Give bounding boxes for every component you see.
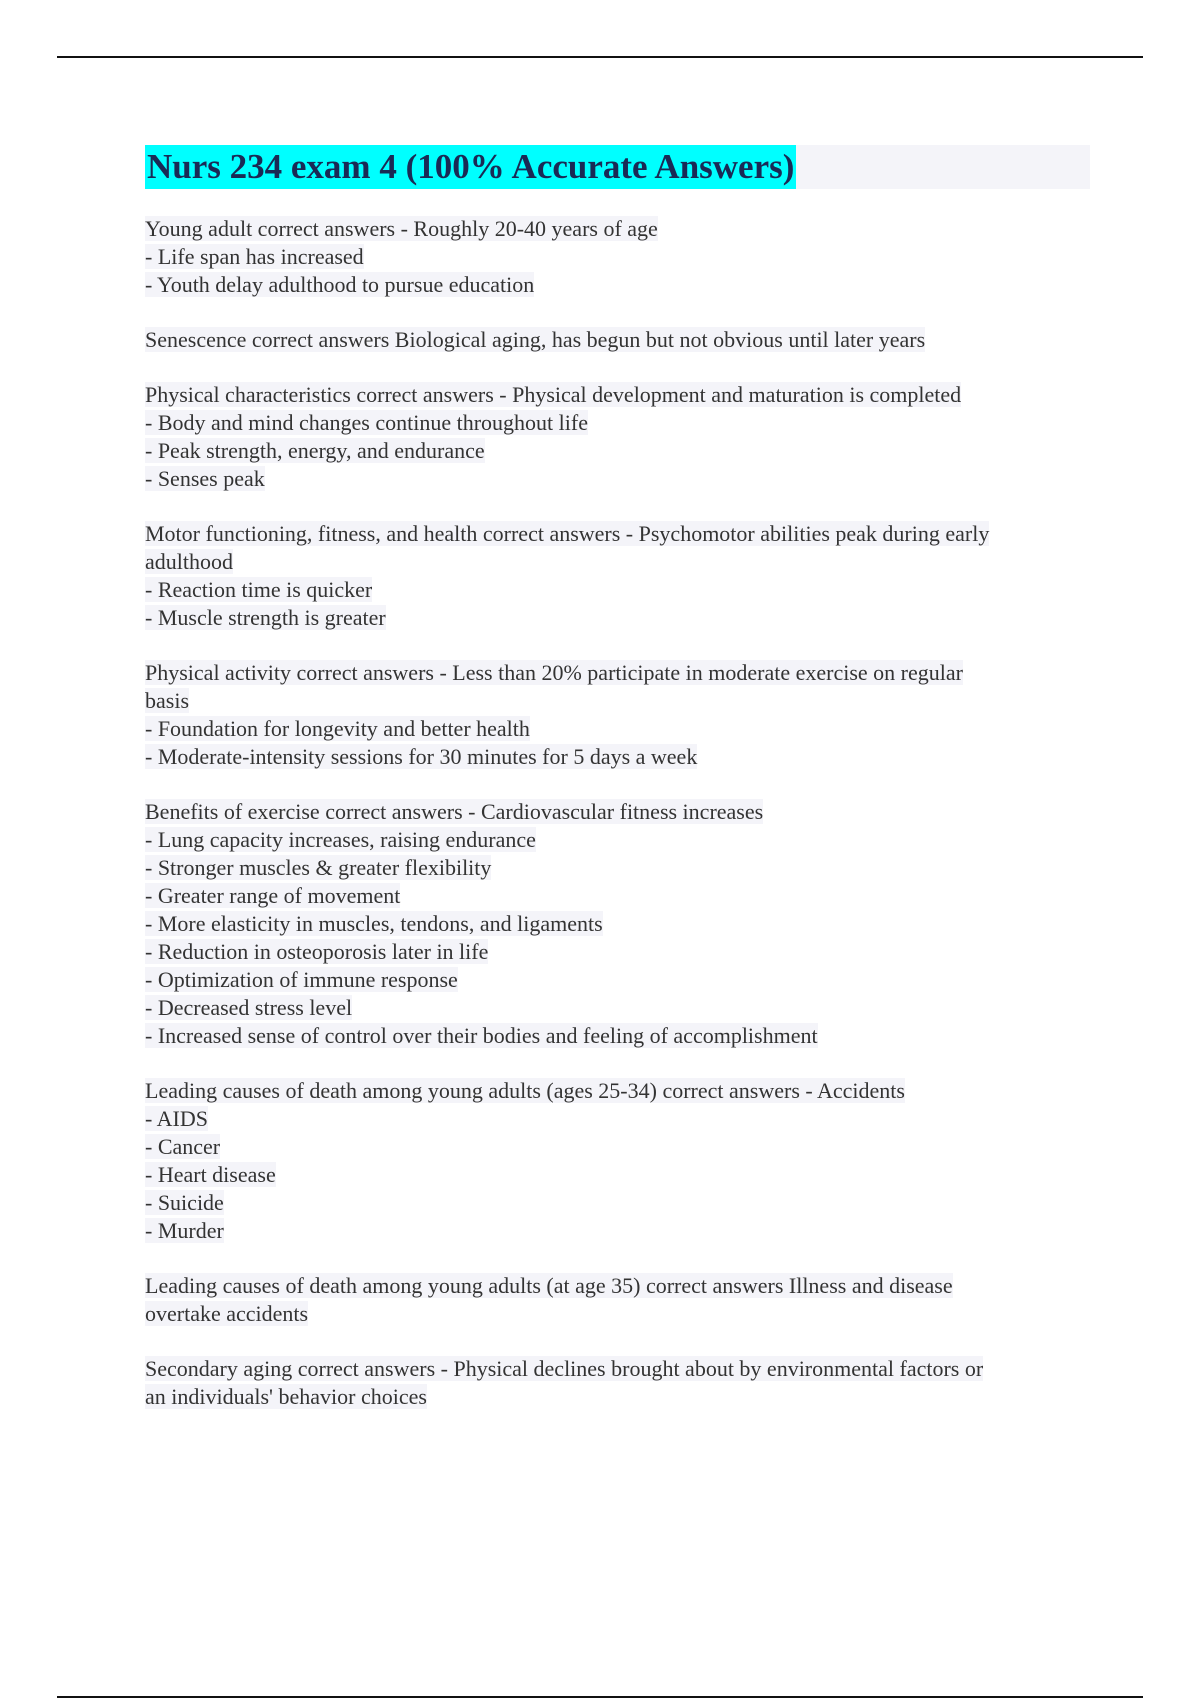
entry-question-line — [145, 1077, 1090, 1105]
entry-line-text: Secondary aging correct answers - Physical declines brought about by environmental factors or — [145, 1356, 984, 1381]
entry-line-text: Leading causes of death among young adults (ages 25-34) correct answers - Accidents — [145, 1078, 905, 1103]
entry-question-line — [145, 659, 1090, 687]
entry-answer-line — [145, 409, 1090, 437]
entry-answer-line — [145, 1161, 1090, 1189]
entry-line-text: adulthood — [145, 549, 233, 574]
entry-line-text: - Lung capacity increases, raising endurance — [145, 827, 536, 852]
entry-line-text: - Increased sense of control over their bodies and feeling of accomplishment — [145, 1023, 818, 1048]
entry-answer-line — [145, 910, 1090, 938]
entry-line-text: - Reaction time is quicker — [145, 577, 373, 602]
entry-answer-line — [145, 715, 1090, 743]
document-title: Nurs 234 exam 4 (100% Accurate Answers) — [145, 145, 796, 189]
entry-answer-line — [145, 994, 1090, 1022]
entry-answer-line — [145, 604, 1090, 632]
entry-line-text: Physical characteristics correct answers - Physical development and maturation is completed — [145, 382, 962, 407]
entry-answer-line — [145, 1383, 1090, 1411]
entry-answer-line — [145, 826, 1090, 854]
qa-entry — [145, 1077, 1090, 1245]
entry-answer-line — [145, 1022, 1090, 1050]
document-body — [145, 145, 1090, 1438]
entry-answer-line — [145, 1300, 1090, 1328]
entry-line-text: - More elasticity in muscles, tendons, and ligaments — [145, 911, 603, 936]
qa-entry — [145, 798, 1090, 1050]
entry-line-text: - Cancer — [145, 1134, 221, 1159]
entry-line-text: - Life span has increased — [145, 244, 364, 269]
entry-line-text: - Stronger muscles & greater flexibility — [145, 855, 492, 880]
entry-line-text: overtake accidents — [145, 1301, 309, 1326]
entry-answer-line — [145, 687, 1090, 715]
entry-answer-line — [145, 882, 1090, 910]
entry-answer-line — [145, 243, 1090, 271]
entry-line-text: - Decreased stress level — [145, 995, 353, 1020]
title-band — [145, 145, 1090, 189]
entry-answer-line — [145, 966, 1090, 994]
top-rule — [57, 56, 1143, 58]
entry-answer-line — [145, 854, 1090, 882]
entry-line-text: - Murder — [145, 1218, 224, 1243]
entry-line-text: - Heart disease — [145, 1162, 276, 1187]
qa-entry — [145, 1272, 1090, 1328]
qa-entry — [145, 326, 1090, 354]
entry-line-text: - Peak strength, energy, and endurance — [145, 438, 485, 463]
entry-line-text: - Foundation for longevity and better health — [145, 716, 530, 741]
entry-answer-line — [145, 1189, 1090, 1217]
entry-question-line — [145, 1272, 1090, 1300]
entry-line-text: Young adult correct answers - Roughly 20-40 years of age — [145, 216, 658, 241]
entry-answer-line — [145, 437, 1090, 465]
entry-line-text: Motor functioning, fitness, and health correct answers - Psychomotor abilities peak during early — [145, 521, 990, 546]
entry-line-text: Senescence correct answers Biological aging, has begun but not obvious until later years — [145, 327, 926, 352]
entry-answer-line — [145, 1217, 1090, 1245]
entry-answer-line — [145, 548, 1090, 576]
entry-line-text: - Muscle strength is greater — [145, 605, 386, 630]
entry-line-text: - Reduction in osteoporosis later in life — [145, 939, 489, 964]
qa-entry — [145, 381, 1090, 493]
entry-line-text: basis — [145, 688, 189, 713]
entry-question-line — [145, 520, 1090, 548]
entry-line-text: - Moderate-intensity sessions for 30 minutes for 5 days a week — [145, 744, 698, 769]
entry-answer-line — [145, 1105, 1090, 1133]
entry-line-text: - Optimization of immune response — [145, 967, 458, 992]
qa-entry — [145, 659, 1090, 771]
entry-line-text: - Suicide — [145, 1190, 224, 1215]
entry-line-text: - Youth delay adulthood to pursue education — [145, 272, 535, 297]
qa-entry — [145, 1355, 1090, 1411]
entry-answer-line — [145, 1133, 1090, 1161]
qa-entry — [145, 520, 1090, 632]
entry-question-line — [145, 215, 1090, 243]
entry-answer-line — [145, 271, 1090, 299]
entry-line-text: - Body and mind changes continue throughout life — [145, 410, 588, 435]
entry-answer-line — [145, 465, 1090, 493]
entry-line-text: - Greater range of movement — [145, 883, 401, 908]
entry-answer-line — [145, 743, 1090, 771]
entry-line-text: Benefits of exercise correct answers - Cardiovascular fitness increases — [145, 799, 764, 824]
entry-question-line — [145, 798, 1090, 826]
entries-list — [145, 215, 1090, 1411]
entry-line-text: Physical activity correct answers - Less than 20% participate in moderate exercise on regular — [145, 660, 963, 685]
entry-line-text: Leading causes of death among young adults (at age 35) correct answers Illness and disease — [145, 1273, 953, 1298]
entry-answer-line — [145, 938, 1090, 966]
entry-answer-line — [145, 576, 1090, 604]
qa-entry — [145, 215, 1090, 299]
entry-line-text: - Senses peak — [145, 466, 265, 491]
entry-line-text: - AIDS — [145, 1106, 208, 1131]
bottom-rule — [57, 1696, 1143, 1698]
entry-line-text: an individuals' behavior choices — [145, 1384, 427, 1409]
entry-question-line — [145, 1355, 1090, 1383]
entry-question-line — [145, 326, 1090, 354]
entry-question-line — [145, 381, 1090, 409]
